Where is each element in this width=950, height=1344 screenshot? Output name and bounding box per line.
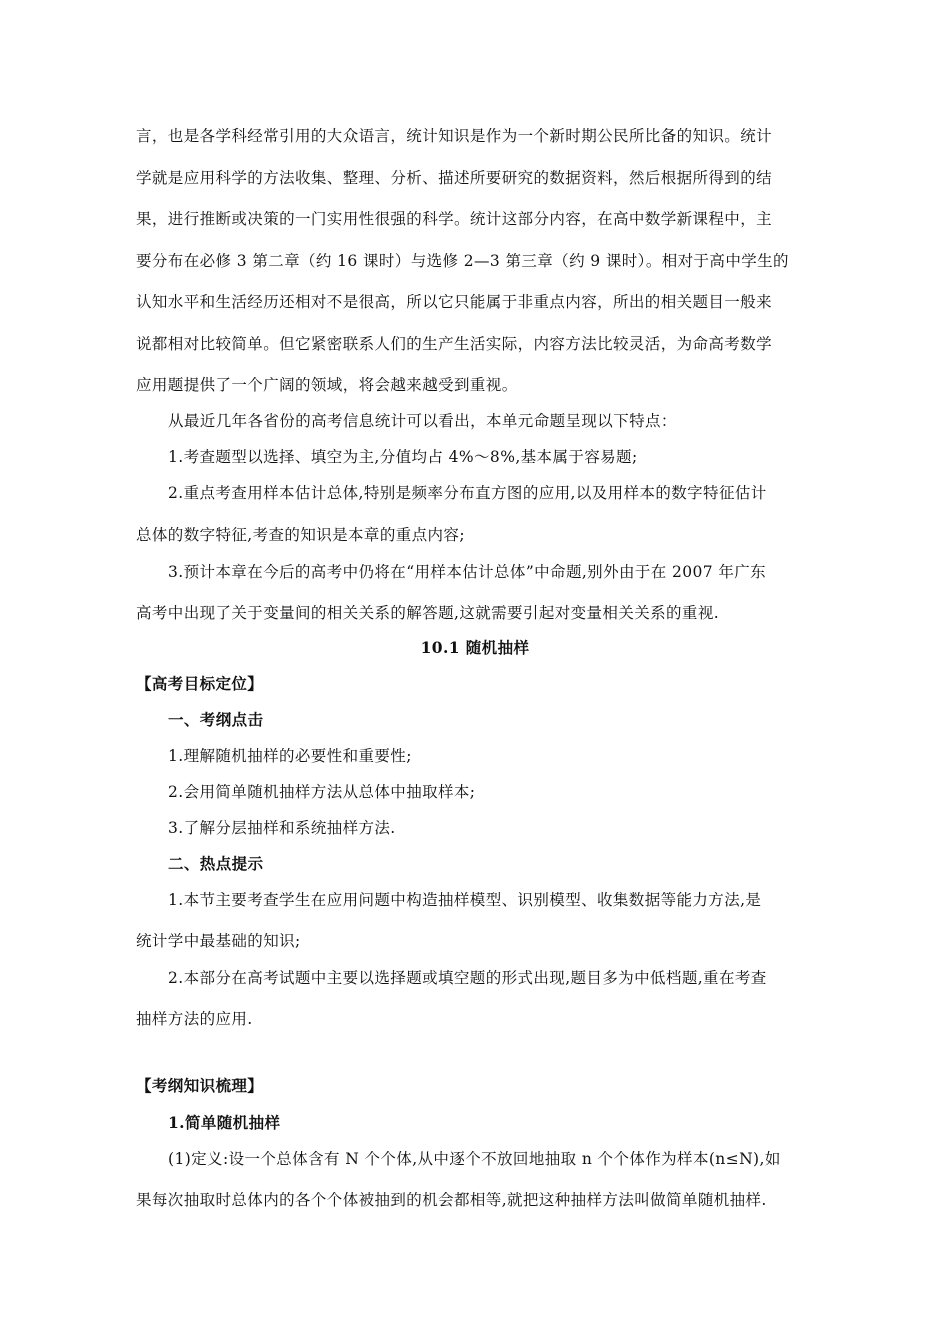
intro-line: 果，进行推断或决策的一门实用性很强的科学。统计这部分内容，在高中数学新课程中，主	[136, 210, 773, 228]
hotspot-item-cont: 统计学中最基础的知识;	[136, 932, 301, 950]
intro-line: 要分布在必修 3 第二章（约 16 课时）与选修 2—3 第三章（约 9 课时）。相对于高中学生的	[136, 252, 789, 270]
knowledge-subheading: 1.简单随机抽样	[168, 1113, 281, 1132]
goal-item: 3.了解分层抽样和系统抽样方法.	[168, 819, 396, 837]
intro-line: 学就是应用科学的方法收集、整理、分析、描述所要研究的数据资料，然后根据所得到的结	[136, 169, 773, 187]
goal-subheading: 二、热点提示	[168, 854, 264, 873]
intro-line: 说都相对比较简单。但它紧密联系人们的生产生活实际，内容方法比较灵活，为命高考数学	[136, 335, 773, 353]
trend-point: 1.考查题型以选择、填空为主,分值均占 4%～8%,基本属于容易题;	[168, 448, 638, 466]
hotspot-item: 1.本节主要考查学生在应用问题中构造抽样模型、识别模型、收集数据等能力方法,是	[168, 891, 762, 909]
intro-line: 言，也是各学科经常引用的大众语言，统计知识是作为一个新时期公民所比备的知识。统计	[136, 127, 773, 145]
definition-line-cont: 果每次抽取时总体内的各个个体被抽到的机会都相等,就把这种抽样方法叫做简单随机抽样.	[136, 1191, 767, 1209]
intro-line: 应用题提供了一个广阔的领域，将会越来越受到重视。	[136, 376, 518, 394]
trend-point-cont: 高考中出现了关于变量间的相关关系的解答题,这就需要引起对变量相关关系的重视.	[136, 604, 720, 622]
goal-item: 2.会用简单随机抽样方法从总体中抽取样本;	[168, 783, 476, 801]
trend-point: 3.预计本章在今后的高考中仍将在“用样本估计总体”中命题,别外由于在 2007 年广东	[168, 563, 767, 581]
goal-item: 1.理解随机抽样的必要性和重要性;	[168, 747, 412, 765]
trend-lead: 从最近几年各省份的高考信息统计可以看出，本单元命题呈现以下特点：	[168, 412, 677, 430]
knowledge-heading: 【考纲知识梳理】	[136, 1076, 264, 1095]
hotspot-item: 2.本部分在高考试题中主要以选择题或填空题的形式出现,题目多为中低档题,重在考查	[168, 969, 767, 987]
trend-point: 2.重点考查用样本估计总体,特别是频率分布直方图的应用,以及用样本的数字特征估计	[168, 484, 767, 502]
intro-line: 认知水平和生活经历还相对不是很高，所以它只能属于非重点内容，所出的相关题目一般来	[136, 293, 773, 311]
goal-heading: 【高考目标定位】	[136, 674, 264, 693]
goal-subheading: 一、考纲点击	[168, 710, 264, 729]
definition-line: (1)定义:设一个总体含有 N 个个体,从中逐个不放回地抽取 n 个个体作为样本(n≤N),如	[168, 1150, 781, 1168]
hotspot-item-cont: 抽样方法的应用.	[136, 1010, 253, 1028]
trend-point-cont: 总体的数字特征,考查的知识是本章的重点内容;	[136, 526, 465, 544]
section-title: 10.1 随机抽样	[420, 638, 530, 657]
